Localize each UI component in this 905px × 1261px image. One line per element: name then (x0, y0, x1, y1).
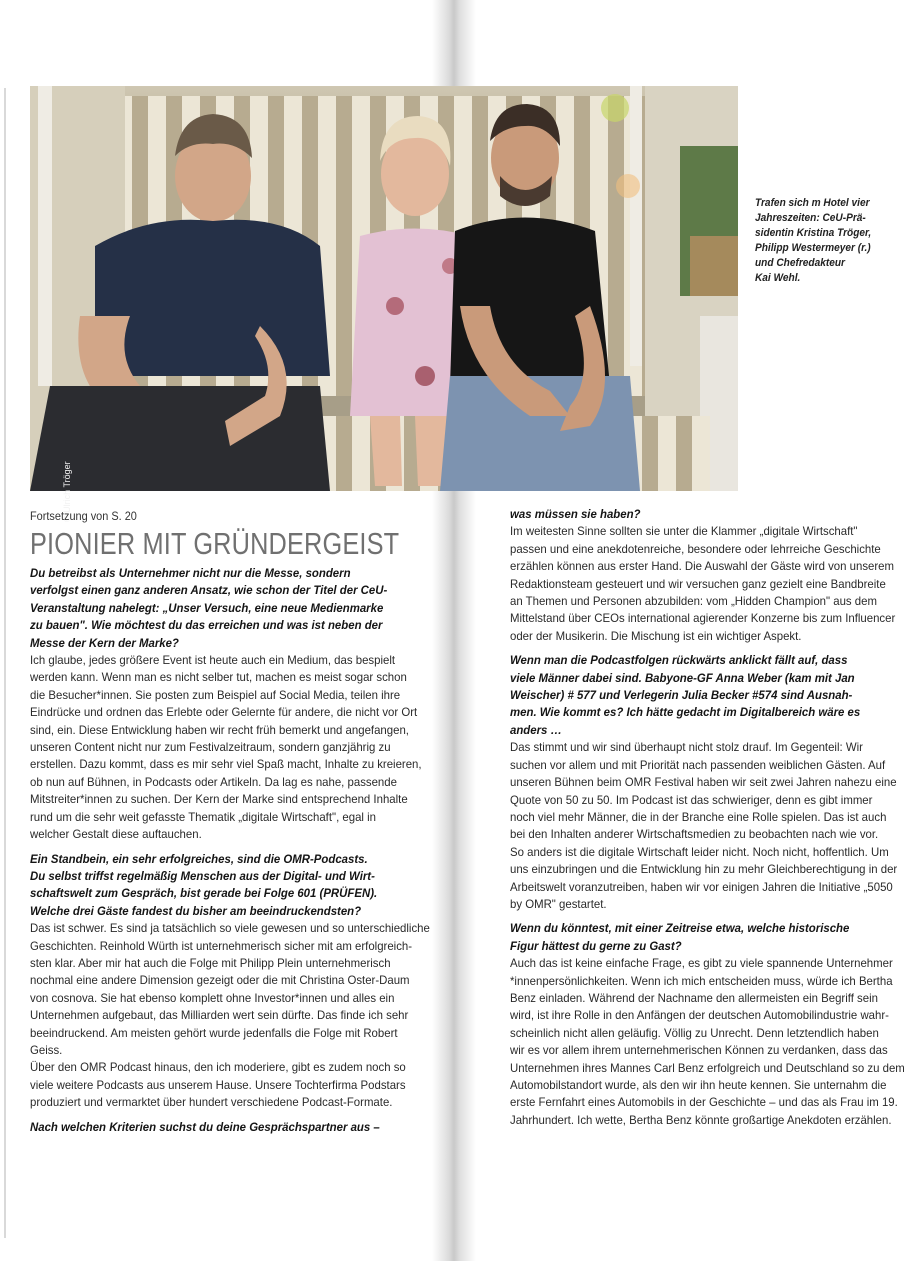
interview-answer (30, 920, 430, 1111)
text-line: unseren Bühnen beim OMR Festival haben wir seit zwei Jahren nahezu eine (510, 775, 897, 790)
text-line: unseren Content nicht nur zum Festivalzeitraum, sondern ganzjährig zu (30, 740, 391, 755)
text-line: Mittelstand über CEOs international agierender Konzerne bis zum Influencer (510, 611, 896, 626)
text-line: wir es vor allem ihrem unternehmerischen Können zu verdanken, dass das (510, 1043, 888, 1058)
caption-line: Kai Wehl. (755, 272, 801, 284)
text-line: Du betreibst als Unternehmer nicht nur die Messe, sondern (30, 566, 351, 580)
interview-question (510, 652, 881, 739)
text-line: beeindruckend. Am meisten gehört wurde jedenfalls die Folge mit Robert (30, 1025, 398, 1040)
text-line: Welche drei Gäste fandest du bisher am beeindruckendsten? (30, 903, 362, 918)
text-line: erstellen. Dazu kommt, dass es mir sehr viel Spaß macht, Inhalte zu kreieren, (30, 757, 422, 772)
text-line: von cosnova. Sie hat ebenso komplett ohne Investor*innen und alles ein (30, 990, 395, 1005)
interview-question (30, 565, 410, 652)
text-line: viele Männer dabei sind. Babyone-GF Anna Weber (kam mit Jan (510, 670, 855, 685)
text-line: noch viel mehr Männer, die in der Branche eine Rolle spielen. Das ist auch (510, 809, 887, 824)
caption-line: Trafen sich m Hotel vier (755, 197, 870, 209)
text-line: Geschichten. Reinhold Würth ist unternehmerisch sicher mit am erfolgreich- (30, 938, 413, 953)
article-right-column (510, 506, 905, 1129)
text-line: by OMR" gestartet. (510, 896, 607, 911)
text-line: ob nun auf Bühnen, in Podcasts oder Artikeln. Da lag es nahe, passende (30, 774, 397, 789)
photo-credit: © Ulrich Tröger (62, 461, 72, 522)
text-line: viele weitere Podcasts aus unserem Hause. Unsere Tochterfirma Podstars (30, 1077, 406, 1092)
text-line: wird, ist ihre Rolle in den Anfängen der deutschen Automobilindustrie wahr- (510, 1008, 889, 1023)
text-line: werden kann. Wenn man es nicht selber tut, machen es meist sogar schon (30, 670, 407, 685)
text-line: erste Fernfahrt eines Automobils in der Geschichte – und das als Frau im 19. (510, 1095, 898, 1110)
text-line: Veranstaltung nahelegt: „Unser Versuch, eine neue Medienmarke (30, 600, 384, 615)
photo-caption (755, 196, 884, 286)
caption-line: Jahreszeiten: CeU-Prä- (755, 212, 866, 224)
interview-answer (510, 955, 905, 1129)
text-line: Geiss. (30, 1042, 63, 1057)
text-line: *innenpersönlichkeiten. Wenn ich mich entscheiden muss, würde ich Bertha (510, 973, 893, 988)
text-line: Quote von 50 zu 50. Im Podcast ist das schwieriger, denn es gibt immer (510, 792, 873, 807)
text-line: welcher Gestalt diese auftauchen. (30, 827, 202, 842)
text-line: nochmal eine andere Dimension gezeigt oder die mit Christina Oster-Daum (30, 973, 410, 988)
article-headline: PIONIER MIT GRÜNDERGEIST (30, 526, 400, 561)
text-line: Du selbst triffst regelmäßig Menschen aus der Digital- und Wirt- (30, 868, 375, 883)
text-line: Automobilstandort wurde, als den wir ihn heute kennen. Sie unternahm die (510, 1078, 887, 1092)
caption-line: und Chefredakteur (755, 257, 845, 269)
text-line: produziert und vermarktet über hundert verschiedene Podcast-Formate. (30, 1095, 393, 1110)
text-line: Jahrhundert. Ich wette, Bertha Benz könnte großartige Anekdoten erzählen. (510, 1112, 892, 1127)
text-line: an Themen und Personen abzubilden: vom „Hidden Champion" aus dem (510, 594, 877, 609)
interview-question (30, 851, 410, 921)
text-line: uns einzubringen und die Entwicklung hin zu mehr Gleichberechtigung in der (510, 862, 898, 877)
text-line: anders … (510, 722, 562, 737)
text-line: Wenn du könntest, mit einer Zeitreise etwa, welche historische (510, 921, 850, 936)
text-line: Unternehmen ihres Mannes Carl Benz erfolgreich und Deutschland so zu dem (510, 1060, 905, 1075)
text-line: Das ist schwer. Es sind ja tatsächlich so viele gewesen und so unterschiedliche (30, 921, 430, 936)
text-line: Messe der Kern der Marke? (30, 635, 179, 650)
text-line: Über den OMR Podcast hinaus, den ich moderiere, gibt es zudem noch so (30, 1060, 406, 1075)
text-line: sind, ein. Diese Entwicklung haben wir recht früh bemerkt und angefangen, (30, 722, 409, 737)
text-line: Ein Standbein, ein sehr erfolgreiches, sind die OMR-Podcasts. (30, 851, 368, 866)
text-line: Redaktionsteam gesteuert und wir versuchen ganz gezielt eine Bandbreite (510, 576, 886, 591)
text-line: Mitstreiter*innen zu suchen. Der Kern der Marke sind entsprechend Inhalte (30, 792, 408, 807)
text-line: was müssen sie haben? (510, 507, 641, 521)
text-line: Unternehmen aufgebaut, das Milliarden wert sein dürfte. Das finde ich sehr (30, 1008, 409, 1023)
text-line: die Besucher*innen. Sie posten zum Beispiel auf Social Media, teilen ihre (30, 687, 401, 702)
text-line: erzählen können aus erster Hand. Die Auswahl der Gäste wird von unserem (510, 559, 895, 574)
text-line: Benz einladen. Während der Nachname den allermeisten ein Begriff sein (510, 990, 878, 1005)
text-line: Eindrücke und ordnen das Erlebte oder Gelernte für andere, die nicht vor Ort (30, 705, 418, 720)
interview-answer (30, 652, 422, 843)
text-line: sten klar. Aber mir hat auch die Folge mit Philipp Plein unternehmerisch (30, 955, 391, 970)
text-line: suchen vor allem und mit Priorität nach passenden weiblichen Gästen. Auf (510, 757, 886, 772)
page-edge (4, 88, 6, 1238)
paragraph-gap (510, 645, 881, 652)
paragraph-gap (510, 913, 881, 920)
text-line: scheinlich nicht allen geläufig. Völlig zu Unrecht. Denn letztendlich haben (510, 1025, 879, 1040)
text-line: passen und eine anekdotenreiche, besondere oder lehrreiche Geschichte (510, 541, 881, 556)
text-line: Figur hättest du gerne zu Gast? (510, 938, 682, 953)
text-line: rund um die sehr weit gefasste Thematik „digitale Wirtschaft", egal in (30, 809, 376, 824)
text-line: Das stimmt und wir sind überhaupt nicht stolz drauf. Im Gegenteil: Wir (510, 740, 863, 755)
paragraph-gap (30, 844, 410, 851)
text-line: So anders ist die digitale Wirtschaft leider nicht. Noch nicht, hoffentlich. Um (510, 844, 889, 859)
interview-answer (510, 739, 898, 913)
photo-illustration (30, 86, 738, 491)
text-line: bei den Inhalten anderer Wirtschaftsmedien zu beobachten nach wie vor. (510, 827, 879, 842)
text-line: verfolgst einen ganz anderen Ansatz, wie schon der Titel der CeU- (30, 583, 388, 598)
text-line: Arbeitswelt voranzutreiben, haben wir vor einigen Jahren die Initiative „5050 (510, 879, 893, 894)
article-left-column (30, 510, 430, 1136)
right-column-body (510, 506, 905, 1129)
text-line: Im weitesten Sinne sollten sie unter die Klammer „digitale Wirtschaft" (510, 524, 858, 539)
text-line: Auch das ist keine einfache Frage, es gibt zu viele spannende Unternehmer (510, 956, 893, 971)
text-line: Wenn man die Podcastfolgen rückwärts anklickt fällt auf, dass (510, 653, 848, 668)
text-line: oder der Musikerin. Die Mischung ist ein wichtiger Aspekt. (510, 628, 802, 643)
text-line: Weischer) # 577 und Verlegerin Julia Becker #574 sind Ausnah- (510, 688, 853, 703)
text-line: Nach welchen Kriterien suchst du deine Gesprächspartner aus – (30, 1119, 380, 1134)
interview-question (510, 506, 881, 523)
text-line: schaftswelt zum Gespräch, bist gerade bei Folge 601 (PRÜFEN). (30, 886, 378, 901)
left-column-body (30, 565, 430, 1136)
paragraph-gap (30, 1112, 410, 1119)
caption-line: sidentin Kristina Tröger, (755, 227, 872, 239)
text-line: zu bauen". Wie möchtest du das erreichen und was ist neben der (30, 618, 383, 633)
text-line: Ich glaube, jedes größere Event ist heute auch ein Medium, das bespielt (30, 653, 396, 668)
continuation-note: Fortsetzung von S. 20 (30, 511, 137, 523)
interview-answer (510, 523, 896, 645)
interview-question (30, 1119, 410, 1136)
caption-line: Philipp Westermeyer (r.) (755, 242, 871, 254)
text-line: men. Wie kommt es? Ich hätte gedacht im Digitalbereich wäre es (510, 705, 861, 720)
interview-question (510, 920, 881, 955)
